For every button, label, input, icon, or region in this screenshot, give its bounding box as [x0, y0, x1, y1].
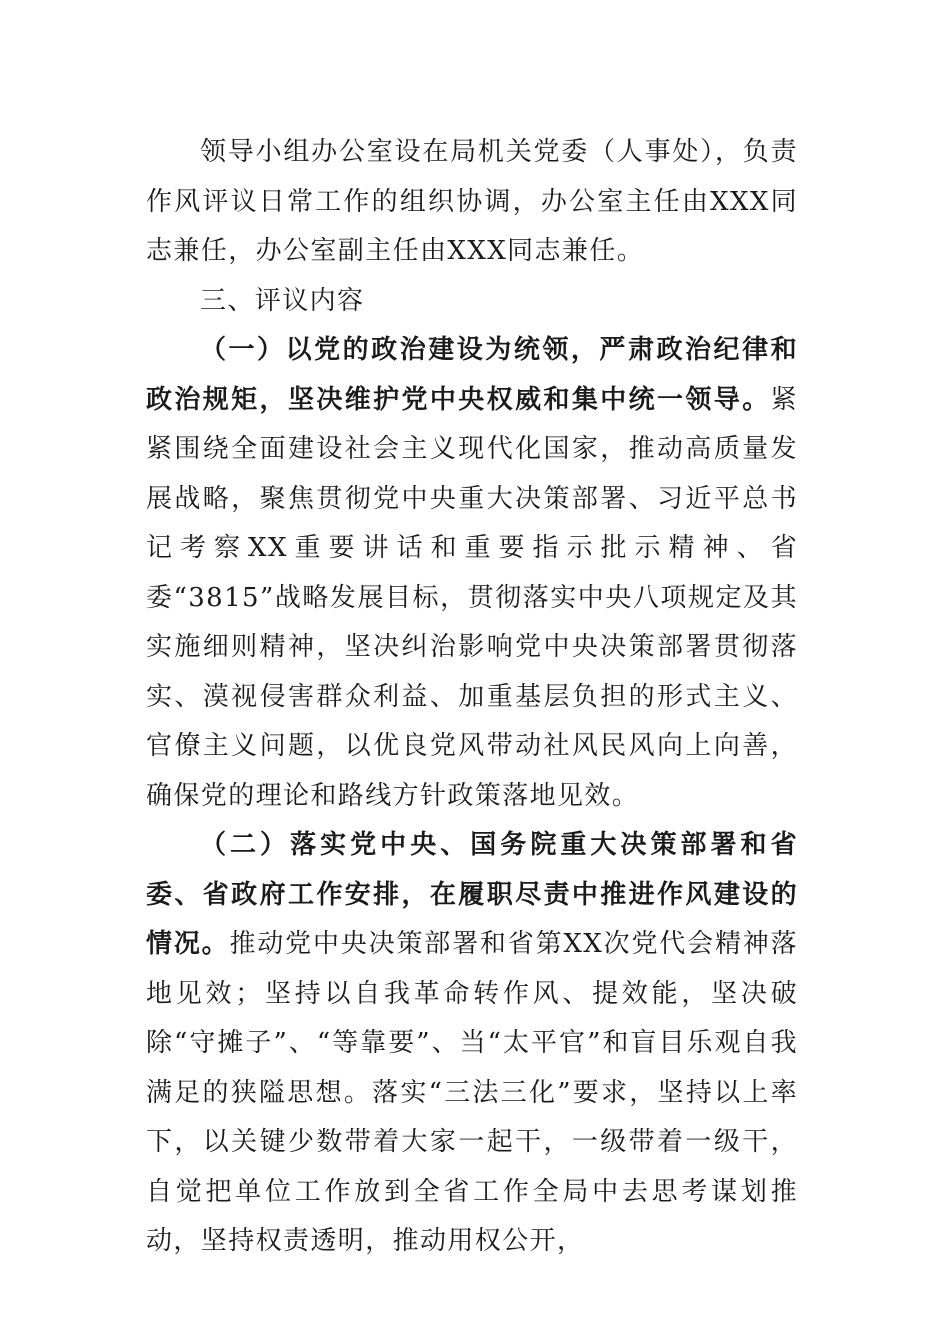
paragraph-item-2 — [146, 821, 798, 1267]
item-1-body: 紧紧围绕全面建设社会主义现代化国家，推动高质量发展战略，聚焦贯彻党中央重大决策部署、习近平总书记考察XX重要讲话和重要指示批示精神、省委“3815”战略发展目标，贯彻落实中央八项规定及其实施细则精神，坚决纠治影响党中央决策部署贯彻落实、漠视侵害群众利益、加重基层负担的形式主义、官僚主义问题，以优良党风带动社风民风向上向善，确保党的理论和路线方针政策落地见效。 — [146, 384, 798, 811]
section-heading-text: 三、评议内容 — [200, 285, 365, 316]
section-heading-review-content — [146, 277, 798, 327]
paragraph-office-setup-text: 领导小组办公室设在局机关党委（人事处），负责作风评议日常工作的组织协调，办公室主任由XXX同志兼任，办公室副主任由XXX同志兼任。 — [146, 137, 798, 266]
paragraph-item-1 — [146, 326, 798, 821]
item-2-body: 推动党中央决策部署和省第XX次党代会精神落地见效；坚持以自我革命转作风、提效能，坚决破除“守摊子”、“等靠要”、当“太平官”和盲目乐观自我满足的狭隘思想。落实“三法三化”要求，坚持以上率下，以关键少数带着大家一起干，一级带着一级干，自觉把单位工作放到全省工作全局中去思考谋划推动，坚持权责透明，推动用权公开， — [146, 929, 799, 1256]
document-body — [146, 128, 798, 1267]
paragraph-office-setup — [146, 128, 798, 277]
item-1-bold-title: （一）以党的政治建设为统领，严肃政治纪律和政治规矩，坚决维护党中央权威和集中统一领导。 — [146, 335, 798, 415]
item-2-bold-title: （二）落实党中央、国务院重大决策部署和省委、省政府工作安排，在履职尽责中推进作风建设的情况。 — [146, 830, 798, 959]
